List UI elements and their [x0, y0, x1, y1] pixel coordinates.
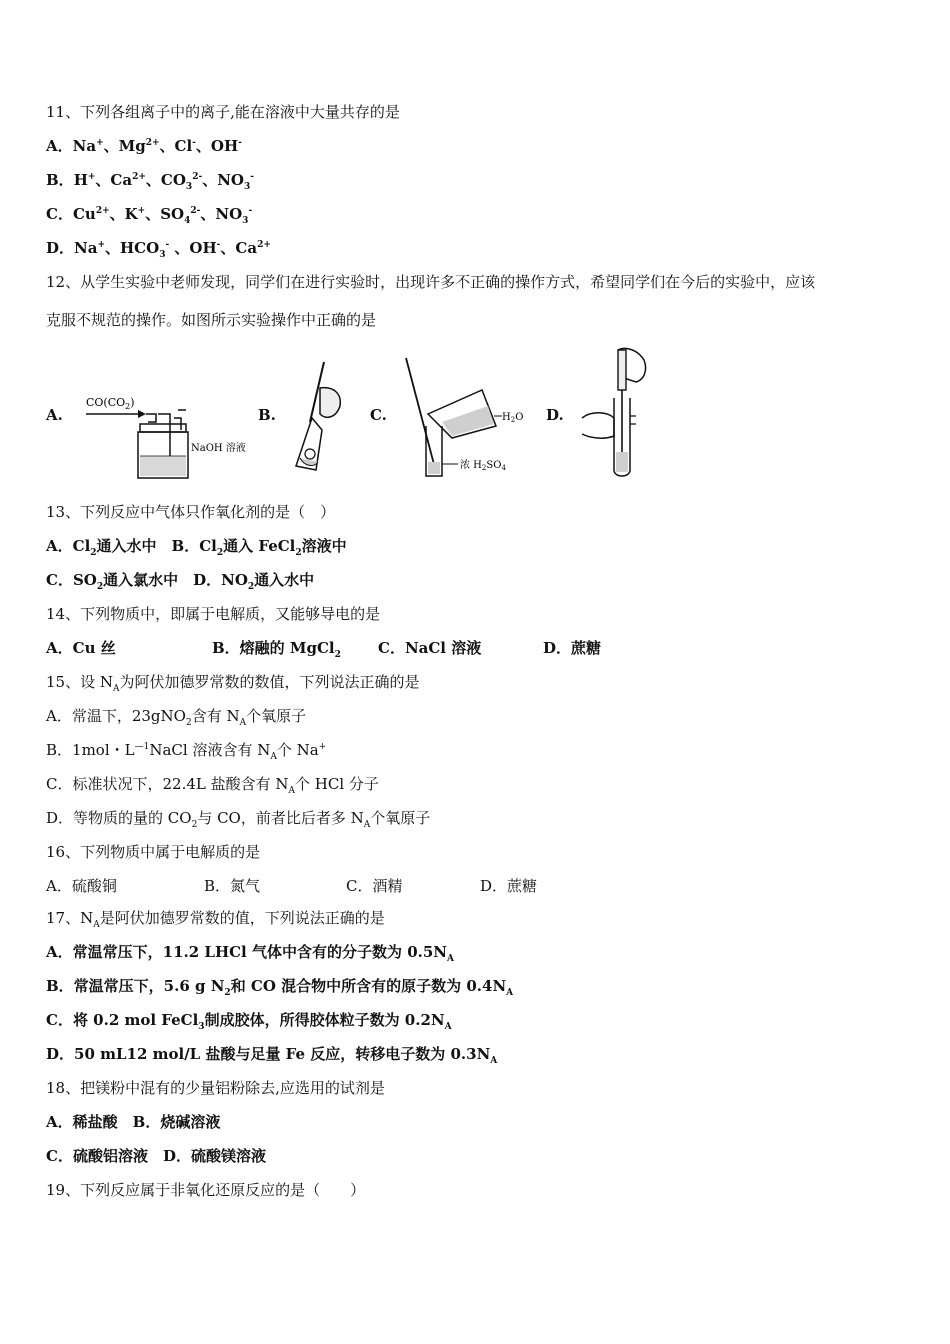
- q17-option-c: C．将 0.2 mol FeCl$_3$制成胶体，所得胶体粒子数为 $0.2N_A$: [46, 1011, 452, 1032]
- q12-stem-line1: 12、从学生实验中老师发现，同学们在进行实验时，出现许多不正确的操作方式，希望同学们在今后的实验中，应该: [46, 273, 816, 291]
- q13-options-cd: C．$SO_2$通入氯水中 D．$NO_2$通入水中: [46, 571, 315, 592]
- q16-option-b: B．氮气: [204, 877, 261, 895]
- fig-a-solution-label: NaOH 溶液: [191, 443, 246, 454]
- q18-stem: 18、把镁粉中混有的少量铝粉除去,应选用的试剂是: [46, 1079, 385, 1097]
- fig-a-gas-label: $CO(CO_2)$: [86, 396, 135, 411]
- figure-dropper-hand: [282, 358, 352, 483]
- q15-option-c: C．标准状况下，22.4L 盐酸含有 $N_A$个 HCl 分子: [46, 775, 379, 796]
- q12-option-d-label: D.: [546, 406, 564, 424]
- q14-stem: 14、下列物质中，即属于电解质，又能够导电的是: [46, 605, 381, 623]
- q19-stem: 19、下列反应属于非氧化还原反应的是（ ）: [46, 1181, 366, 1199]
- q14-option-c: C．NaCl 溶液: [378, 639, 482, 657]
- q15-option-a: A．常温下，23gNO$_2$含有 $N_A$个氧原子: [46, 707, 307, 728]
- q18-options-ab: A．稀盐酸 B．烧碱溶液: [46, 1113, 221, 1131]
- q16-option-d: D．蔗糖: [480, 877, 538, 895]
- q17-option-b: B．常温常压下，5.6 g $N_2$和 CO 混合物中所含有的原子数为 $0.4N_A$: [46, 977, 514, 998]
- q15-option-b: B．1mol・$L^{—1}NaCl$ 溶液含有 $N_A$个 Na+: [46, 741, 327, 762]
- q13-options-ab: A．$Cl_2$通入水中 B．$Cl_2$通入 FeCl$_2$溶液中: [46, 537, 347, 558]
- q13-stem: 13、下列反应中气体只作氧化剂的是（ ）: [46, 503, 336, 521]
- q12-option-a-label: A.: [46, 406, 63, 424]
- q14-option-d: D．蔗糖: [543, 639, 602, 657]
- q11-option-a: A．Na+、$Mg^{2+}$、Cl-、OH-: [46, 137, 242, 155]
- q11-option-b: B．H+、$Ca^{2+}$、$CO_3^{2-}$、$NO_3^-$: [46, 171, 254, 192]
- q16-option-c: C．酒精: [346, 877, 403, 895]
- figure-test-tube-dropper: [578, 344, 668, 482]
- q15-option-d: D．等物质的量的 $CO_2$与 CO，前者比后者多 $N_A$个氧原子: [46, 809, 431, 830]
- q17-option-a: A．常温常压下，11.2 LHCl 气体中含有的分子数为 $0.5N_A$: [46, 943, 454, 964]
- q14-option-b: B．熔融的 MgCl$_2$: [212, 639, 341, 660]
- q12-option-b-label: B.: [258, 406, 276, 424]
- q14-option-a: A．Cu 丝: [46, 639, 116, 657]
- q16-option-a: A．硫酸铜: [46, 877, 117, 895]
- q11-stem: 11、下列各组离子中的离子,能在溶液中大量共存的是: [46, 103, 400, 121]
- q12-option-c-label: C.: [370, 406, 387, 424]
- figure-gas-washing-bottle: [76, 388, 251, 483]
- q15-stem: 15、设 $N_A$为阿伏加德罗常数的数值，下列说法正确的是: [46, 673, 420, 694]
- q18-options-cd: C．硫酸铝溶液 D．硫酸镁溶液: [46, 1147, 266, 1165]
- q11-option-c: C．$Cu^{2+}$、K+、$SO_4^{2-}$、$NO_3^-$: [46, 205, 253, 226]
- fig-c-acid-label: 浓 $H_2SO_4$: [460, 460, 506, 472]
- q11-option-d: D．Na+、$HCO_3^-$ 、OH-、$Ca^{2+}$: [46, 239, 271, 260]
- fig-c-water-label: $H_2O$: [502, 412, 524, 424]
- q12-stem-line2: 克服不规范的操作。如图所示实验操作中正确的是: [46, 311, 377, 329]
- q16-stem: 16、下列物质中属于电解质的是: [46, 843, 261, 861]
- q17-option-d: D．50 mL12 mol/L 盐酸与足量 Fe 反应，转移电子数为 $0.3N_A$: [46, 1045, 498, 1066]
- figure-acid-dilution: [398, 352, 538, 484]
- q17-stem: 17、$N_A$是阿伏加德罗常数的值，下列说法正确的是: [46, 909, 385, 930]
